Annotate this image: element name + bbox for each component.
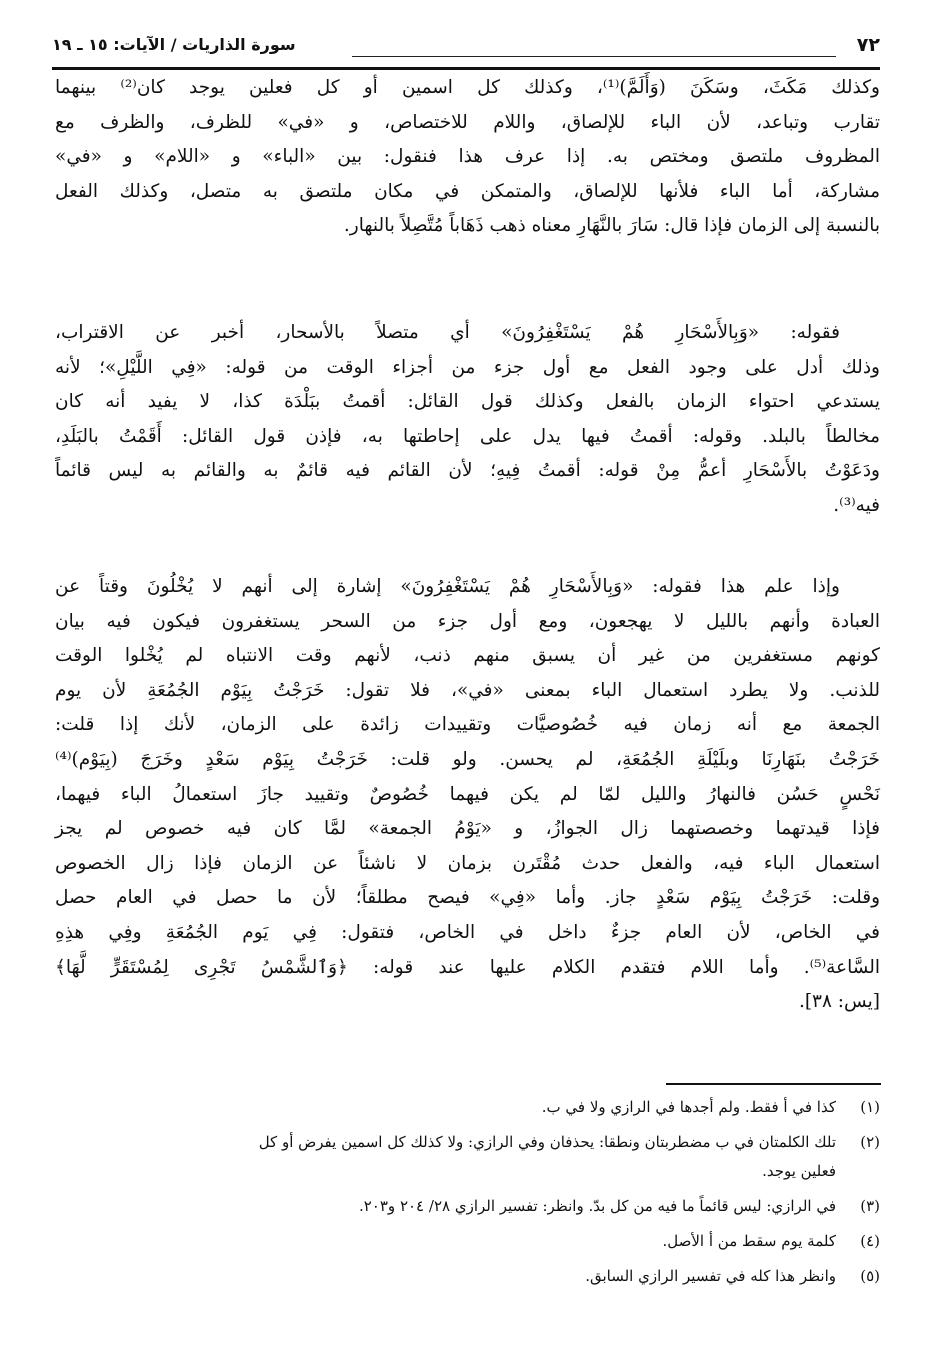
text-line: في الخاص، لأن العام جزءٌ داخل في الخاص، فتقول: فِي يَوم الجُمُعَةِ وفِي هذِهِ <box>55 921 880 943</box>
footnote-text: في الرازي: ليس قائماً ما فيه من كل بدّ. وانظر: تفسير الرازي ٢٨/ ٢٠٤ و٢٠٣. <box>358 1197 836 1215</box>
footnote <box>55 1227 880 1256</box>
footnote <box>55 1262 880 1291</box>
text-line: [يس: ٣٨]. <box>798 991 880 1013</box>
footnote <box>55 1128 880 1186</box>
header-rule <box>52 67 880 70</box>
footnote-number: (٥) <box>860 1267 880 1285</box>
header-leader-line <box>352 56 836 57</box>
footnote-text: كلمة يوم سقط من أ الأصل. <box>662 1232 836 1250</box>
page-number: ٧٢ <box>856 34 880 56</box>
text-line: فإذا قيدتهما وخصصتهما زال الجوازُ، و «يَوْمُ الجمعة» لمَّا كان فيه خصوص لم يجز <box>55 818 880 840</box>
text-line: الجمعة مع أنه زمان فيه خُصُوصيَّات وتقييدات زائدة على الزمان، لأنك إذا قلت: <box>55 714 880 736</box>
footnote-text: فعلين يوجد. <box>762 1162 836 1180</box>
paragraph-2 <box>55 316 880 524</box>
text-line: مشاركة، أما الباء فلأنها للإلصاق، والمتمكن في مكان ملتصق به متصل، وكذلك الفعل <box>55 180 880 202</box>
footnote-text: كذا في أ فقط. ولم أجدها في الرازي ولا في ب. <box>541 1098 836 1116</box>
text-line: وقلت: خَرَجْتُ بِيَوْم سَعْدٍ جاز. وأما «فِي» فيصح مطلقاً؛ لأن ما حصل في العام حصل <box>55 887 880 909</box>
text-line: يستدعي احتواء الزمان بالفعل وكذلك قول القائل: أقمتُ ببَلْدَة كذا، لا يفيد أنه كان <box>55 391 880 413</box>
footnote <box>55 1192 880 1221</box>
text-line: وإذا علم هذا فقوله: «وَبِالأَسْحَارِ هُمْ يَسْتَغْفِرُونَ» إشارة إلى أنهم لا يُخْلُونَ وقتاً عن <box>55 576 840 597</box>
paragraph-3 <box>55 570 880 1020</box>
text-line: مخالطاً بالبلد. وقوله: أقمتُ فيها يدل على إحاطتها به، فإذن قول القائل: أَقَمْتُ بالبَلَدِ، <box>55 425 880 447</box>
text-line: المظروف ملتصق ومختص به. إذا عرف هذا فنقول: بين «الباء» و «اللام» و «في» <box>55 146 880 168</box>
footnote-number: (٣) <box>860 1197 880 1215</box>
footnote-text: وانظر هذا كله في تفسير الرازي السابق. <box>585 1267 836 1285</box>
text-line: العبادة وأنهم بالليل لا يهجعون، ومع أول جزء من السحر يستغفرون فيكون فيه بيان <box>55 610 880 632</box>
running-header <box>52 34 880 64</box>
footnote-text: تلك الكلمتان في ب مضطربتان ونطقا: يحذفان وفي الرازي: ولا كذلك كل اسمين يفرض أو كل <box>258 1133 836 1151</box>
text-line: للذنب. ولا يطرد استعمال الباء بمعنى «في»، فلا تقول: خَرَجْتُ بِيَوْم الجُمُعَةِ لأن يوم <box>55 679 880 701</box>
text-line: بالنسبة إلى الزمان فإذا قال: سَارَ بالنَّهَارِ معناه ذهب ذَهَاباً مُتَّصِلاً بالنهار. <box>343 215 880 237</box>
footnotes <box>55 1093 880 1297</box>
footnote-number: (١) <box>860 1098 880 1116</box>
footnote <box>55 1093 880 1122</box>
running-title: سورة الذاريات / الآيات: ١٥ ـ ١٩ <box>52 35 300 54</box>
text-line: نَحْسٍ حَسُن فالنهارُ والليل لمّا لم يكن فيهما خُصُوصٌ وتقييد جازَ استعمالُ الباء فيهما، <box>55 783 880 805</box>
text-line: السَّاعة⁽⁵⁾. وأما اللام فتقدم الكلام عليها عند قوله: ﴿وَٱلشَّمْسُ تَجْرِى لِمُسْتَقَرٍّ لَّهَا﴾ <box>55 956 880 978</box>
text-line: خَرَجْتُ بنَهَارِنَا وبلَيْلَةِ الجُمُعَةِ، لم يحسن. ولو قلت: خَرَجْتُ بِيَوْم سَعْدٍ وخَرَجَ (بِيَوْم)⁽⁴⁾ <box>55 748 880 770</box>
text-line: تقارب وتباعد، لأن الباء للإلصاق، واللام للاختصاص، و «في» للظرف، والظرف مع <box>55 111 880 133</box>
footnote-separator <box>666 1083 881 1085</box>
text-line: وذلك أدل على وجود الفعل مع أول جزء من أجزاء الوقت من قوله: «فِي اللَّيْلِ»؛ لأنه <box>55 356 880 378</box>
footnote-number: (٤) <box>860 1232 880 1250</box>
text-line: فقوله: «وَبِالأَسْحَارِ هُمْ يَسْتَغْفِرُونَ» أي متصلاً بالأسحار، أخبر عن الاقتراب، <box>55 322 840 343</box>
paragraph-1 <box>55 71 880 244</box>
text-line: كونهم مستغفرين من غير أن يسبق منهم ذنب، لأنهم وقت الانتباه لم يُخْلوا الوقت <box>55 645 880 667</box>
text-line: فيه⁽³⁾. <box>833 494 880 516</box>
text-line: ودَعَوْتُ بالأَسْحَارِ أعمُّ مِنْ قوله: أقمتُ فِيهِ؛ لأن القائم فيه قائمٌ به والقائم به ليس قائماً <box>55 460 880 482</box>
footnote-number: (٢) <box>860 1133 880 1151</box>
text-line: وكذلك مَكَثَ، وسَكَنَ (وَأَلَمَّ)⁽¹⁾، وكذلك كل اسمين أو كل فعلين يوجد كان⁽²⁾ بينهما <box>55 77 880 98</box>
text-line: استعمال الباء فيه، والفعل حدث مُقْتَرن بزمان لا ناشئاً عن الزمان فإذا زال الخصوص <box>55 852 880 874</box>
